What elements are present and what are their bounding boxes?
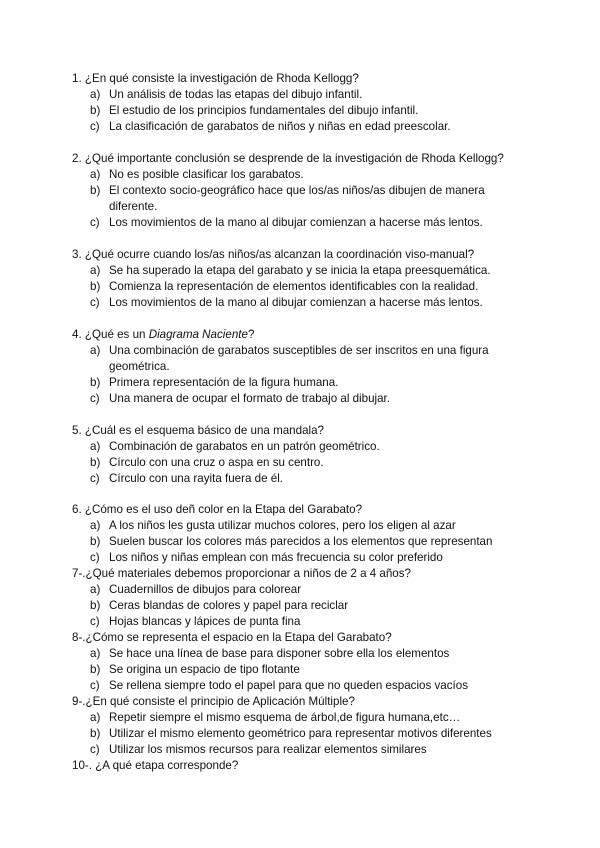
- option-letter: a): [90, 647, 101, 660]
- option-letter: b): [90, 599, 101, 612]
- option-letter: b): [90, 456, 101, 469]
- option-text: El estudio de los principios fundamentales del dibujo infantil.: [109, 104, 419, 117]
- question-8-title: 8-.¿Cómo se representa el espacio en la Etapa del Garabato?: [72, 631, 392, 644]
- option-text: Los movimientos de la mano al dibujar comienzan a hacerse más lentos.: [109, 216, 483, 229]
- option-letter: a): [90, 88, 101, 101]
- option-text: Cuadernillos de dibujos para colorear: [109, 583, 302, 596]
- option-text: Se ha superado la etapa del garabato y se inicia la etapa preesquemática.: [109, 264, 491, 277]
- question-2-title: 2. ¿Qué importante conclusión se desprende de la investigación de Rhoda Kellogg?: [72, 152, 504, 165]
- option-text: Un análisis de todas las etapas del dibujo infantil.: [109, 88, 363, 101]
- option-text: Una combinación de garabatos susceptibles de ser inscritos en una figura geométrica.: [109, 344, 489, 373]
- option-letter: a): [90, 711, 101, 724]
- option-letter: a): [90, 583, 101, 596]
- option-text: Primera representación de la figura humana.: [109, 376, 339, 389]
- question-4-title-term: Diagrama Naciente: [148, 328, 248, 341]
- option-letter: c): [90, 472, 100, 485]
- question-6-title: 6. ¿Cómo es el uso deñ color en la Etapa del Garabato?: [72, 503, 363, 516]
- option-letter: c): [90, 679, 100, 692]
- option-letter: b): [90, 535, 101, 548]
- option-letter: b): [90, 663, 101, 676]
- option-letter: b): [90, 376, 101, 389]
- option-text: Se rellena siempre todo el papel para que no queden espacios vacíos: [109, 679, 469, 692]
- option-text: Una manera de ocupar el formato de trabajo al dibujar.: [109, 392, 390, 405]
- option-letter: c): [90, 216, 100, 229]
- option-letter: b): [90, 104, 101, 117]
- option-text: Comienza la representación de elementos identificables con la realidad.: [109, 280, 479, 293]
- option-letter: c): [90, 743, 100, 756]
- option-text: Hojas blancas y lápices de punta fina: [109, 615, 301, 628]
- option-letter: a): [90, 440, 101, 453]
- option-letter: b): [90, 727, 101, 740]
- option-letter: a): [90, 264, 101, 277]
- option-letter: c): [90, 392, 100, 405]
- question-4-title-suffix: ?: [247, 328, 255, 341]
- option-letter: c): [90, 120, 100, 133]
- question-5-title: 5. ¿Cuál es el esquema básico de una mandala?: [72, 424, 324, 437]
- option-text: Repetir siempre el mismo esquema de árbol,de figura humana,etc…: [109, 711, 461, 724]
- option-letter: a): [90, 168, 101, 181]
- option-letter: a): [90, 344, 101, 357]
- option-text: Se hace una línea de base para disponer sobre ella los elementos: [109, 647, 450, 660]
- question-1-title: 1. ¿En qué consiste la investigación de Rhoda Kellogg?: [72, 72, 359, 85]
- option-text: Los movimientos de la mano al dibujar comienzan a hacerse más lentos.: [109, 296, 483, 309]
- question-4-title: [72, 327, 254, 343]
- option-letter: c): [90, 551, 100, 564]
- option-letter: b): [90, 184, 101, 197]
- option-text: Círculo con una cruz o aspa en su centro.: [109, 456, 324, 469]
- question-7-title: 7-.¿Qué materiales debemos proporcionar a niños de 2 a 4 años?: [72, 567, 411, 580]
- option-text: Los niños y niñas emplean con más frecuencia su color preferido: [109, 551, 443, 564]
- option-text: El contexto socio-geográfico hace que los/as niños/as dibujen de manera diferente.: [109, 184, 485, 213]
- question-4-title-prefix: 4. ¿Qué es un: [72, 328, 149, 341]
- option-text: Se origina un espacio de tipo flotante: [109, 663, 300, 676]
- question-9-title: 9-.¿En qué consiste el principio de Aplicación Múltiple?: [72, 695, 355, 708]
- option-text: Círculo con una rayita fuera de él.: [109, 472, 284, 485]
- option-text: La clasificación de garabatos de niños y niñas en edad preescolar.: [109, 120, 451, 133]
- option-text: Suelen buscar los colores más parecidos a los elementos que representan: [109, 535, 493, 548]
- option-text: Combinación de garabatos en un patrón geométrico.: [109, 440, 380, 453]
- question-10-title: 10-. ¿A qué etapa corresponde?: [72, 759, 239, 772]
- option-text: Utilizar los mismos recursos para realizar elementos similares: [109, 743, 427, 756]
- option-letter: c): [90, 296, 100, 309]
- option-text: A los niños les gusta utilizar muchos colores, pero los eligen al azar: [109, 519, 456, 532]
- question-3-title: 3. ¿Qué ocurre cuando los/as niños/as alcanzan la coordinación viso-manual?: [72, 248, 475, 261]
- option-letter: c): [90, 615, 100, 628]
- option-text: Utilizar el mismo elemento geométrico para representar motivos diferentes: [109, 727, 492, 740]
- option-letter: b): [90, 280, 101, 293]
- option-text: No es posible clasificar los garabatos.: [109, 168, 304, 181]
- option-letter: a): [90, 519, 101, 532]
- option-text: Ceras blandas de colores y papel para reciclar: [109, 599, 349, 612]
